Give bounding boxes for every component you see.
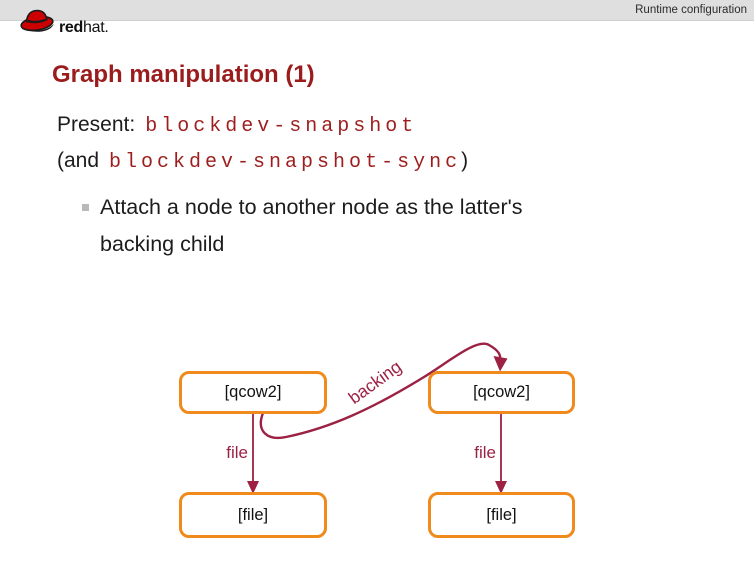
node-file-right: [file]: [428, 492, 575, 538]
intro-paragraph: [57, 108, 468, 180]
page-title: Graph manipulation (1): [52, 61, 315, 88]
logo-hat-text: hat.: [83, 19, 109, 36]
logo-red-text: red: [59, 19, 83, 36]
redhat-hat-icon: [18, 7, 56, 35]
top-bar: [0, 0, 754, 21]
bullet-line-2: backing child: [100, 232, 225, 256]
intro-line-1: [57, 108, 468, 144]
redhat-logo: [18, 5, 109, 35]
present-label: Present:: [57, 113, 136, 136]
bullet-line-1: Attach a node to another node as the latter's: [100, 195, 523, 219]
code-blockdev-snapshot-sync: blockdev-snapshot-sync: [109, 151, 462, 174]
edge-label-file-right: file: [474, 443, 496, 462]
node-file-left: [file]: [179, 492, 327, 538]
bullet-icon: [82, 204, 89, 211]
section-label: Runtime configuration: [635, 4, 747, 16]
edge-label-backing: backing: [344, 356, 406, 408]
close-paren: ): [461, 149, 469, 172]
intro-line-2: [57, 144, 468, 180]
redhat-wordmark: [59, 20, 109, 35]
edge-label-file-left: file: [226, 443, 248, 462]
and-label: (and: [57, 149, 100, 172]
code-blockdev-snapshot: blockdev-snapshot: [145, 115, 418, 138]
node-qcow2-right: [qcow2]: [428, 371, 575, 414]
backing-arrowhead: [494, 356, 508, 372]
node-qcow2-left: [qcow2]: [179, 371, 327, 414]
bullet-item: [100, 189, 522, 263]
